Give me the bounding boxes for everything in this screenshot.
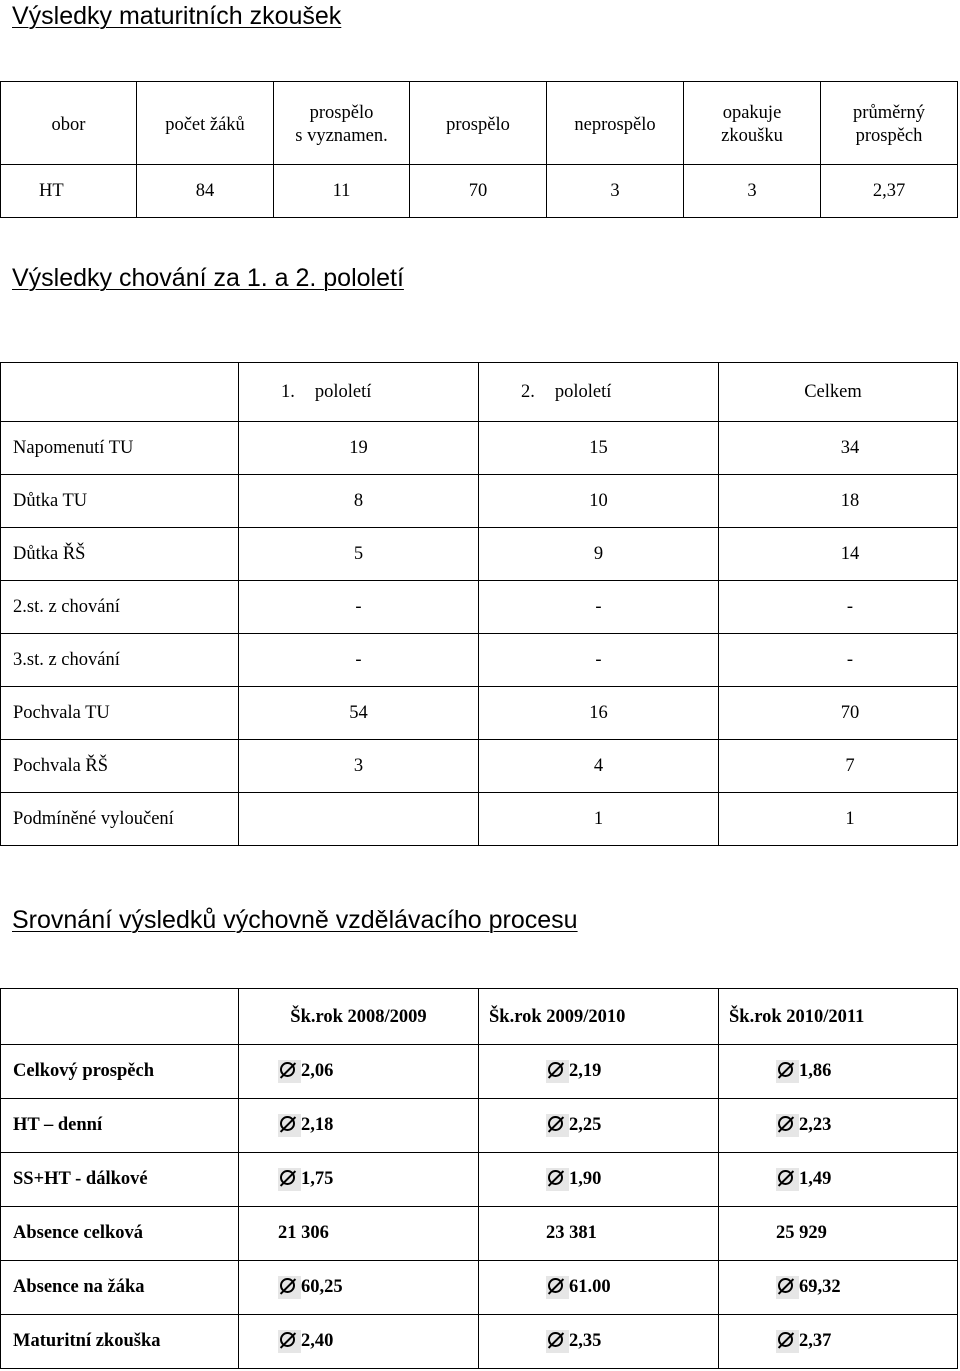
behavior-header-period2-text: pololetí: [554, 381, 612, 402]
behavior-header-period2: [479, 363, 719, 422]
comparison-row-value: [479, 1045, 719, 1099]
exams-cell-vyznamen: 11: [274, 165, 410, 218]
diameter-symbol: [778, 1062, 793, 1077]
comparison-value-text: 60,25: [301, 1277, 343, 1297]
behavior-row-total: 7: [719, 740, 958, 793]
comparison-value-text: 1,90: [569, 1169, 602, 1189]
comparison-value-text: 61.00: [569, 1277, 611, 1297]
diameter-icon: [278, 1276, 301, 1299]
comparison-row-value: [479, 1153, 719, 1207]
behavior-header-row: [1, 363, 958, 422]
comparison-value-text: 1,49: [799, 1169, 832, 1189]
behavior-heading: Výsledky chování za 1. a 2. pololetí: [12, 264, 404, 292]
behavior-header-period1-text: pololetí: [314, 381, 372, 402]
behavior-row-v2: 9: [479, 528, 719, 581]
exams-header-prospelo: prospělo: [410, 82, 547, 165]
comparison-header-empty: [1, 989, 239, 1045]
diameter-symbol: [548, 1278, 563, 1293]
behavior-row-label: Pochvala ŘŠ: [1, 740, 239, 793]
exams-header-prumer: [821, 82, 958, 165]
exams-cell-neprospelo: 3: [547, 165, 684, 218]
diameter-symbol: [280, 1278, 295, 1293]
exams-header-vyznamen-line2: s vyznamen.: [295, 126, 388, 146]
behavior-row-label: Důtka TU: [1, 475, 239, 528]
behavior-row-label: Napomenutí TU: [1, 422, 239, 475]
exams-data-row: [1, 165, 958, 218]
exams-header-pocet: počet žáků: [137, 82, 274, 165]
comparison-header-year2: Šk.rok 2009/2010: [479, 989, 719, 1045]
exams-header-prumer-line1: průměrný: [853, 103, 925, 123]
exams-header-neprospelo: neprospělo: [547, 82, 684, 165]
exams-heading: Výsledky maturitních zkoušek: [12, 2, 342, 30]
comparison-header-row: [1, 989, 958, 1045]
behavior-row-total: 14: [719, 528, 958, 581]
diameter-symbol: [778, 1116, 793, 1131]
behavior-row-v1: -: [239, 634, 479, 687]
exams-cell-prospelo: 70: [410, 165, 547, 218]
behavior-row-v1: 8: [239, 475, 479, 528]
diameter-symbol: [778, 1278, 793, 1293]
diameter-symbol: [280, 1116, 295, 1131]
comparison-row-label: Celkový prospěch: [1, 1045, 239, 1099]
exams-header-opakuje-line1: opakuje: [722, 103, 782, 123]
behavior-row-label: Pochvala TU: [1, 687, 239, 740]
comparison-value-text: 69,32: [799, 1277, 841, 1297]
behavior-row-v1: 54: [239, 687, 479, 740]
behavior-row-v2: -: [479, 634, 719, 687]
diameter-symbol: [548, 1062, 563, 1077]
diameter-symbol: [280, 1332, 295, 1347]
comparison-row-value: 23 381: [479, 1207, 719, 1261]
behavior-row-v2: 16: [479, 687, 719, 740]
diameter-symbol: [548, 1116, 563, 1131]
behavior-header-period2-num: 2.: [521, 381, 535, 402]
diameter-icon: [776, 1060, 799, 1083]
comparison-value-text: 2,35: [569, 1331, 602, 1351]
comparison-row-value: [239, 1153, 479, 1207]
comparison-value-text: 1,86: [799, 1061, 832, 1081]
exams-table: [0, 81, 958, 218]
behavior-row: [1, 581, 958, 634]
exams-header-opakuje-line2: zkoušku: [721, 126, 783, 146]
exams-header-vyznamen: [274, 82, 410, 165]
behavior-header-period1: [239, 363, 479, 422]
comparison-row-value: 21 306: [239, 1207, 479, 1261]
comparison-row-value: [239, 1261, 479, 1315]
behavior-row: [1, 634, 958, 687]
diameter-icon: [776, 1330, 799, 1353]
comparison-row: [1, 1153, 958, 1207]
comparison-value-text: 2,40: [301, 1331, 334, 1351]
diameter-icon: [776, 1276, 799, 1299]
comparison-row-value: [239, 1315, 479, 1369]
exams-header-row: [1, 82, 958, 165]
diameter-symbol: [280, 1062, 295, 1077]
comparison-row-label: Absence celková: [1, 1207, 239, 1261]
behavior-row-v1: 3: [239, 740, 479, 793]
behavior-row-v2: -: [479, 581, 719, 634]
behavior-row-total: -: [719, 581, 958, 634]
behavior-row: [1, 793, 958, 846]
comparison-row-value: [239, 1099, 479, 1153]
behavior-row-label: 3.st. z chování: [1, 634, 239, 687]
behavior-row-label: 2.st. z chování: [1, 581, 239, 634]
exams-cell-obor: HT: [1, 165, 137, 218]
comparison-heading: Srovnání výsledků výchovně vzdělávacího procesu: [12, 906, 578, 934]
behavior-row: [1, 528, 958, 581]
diameter-symbol: [548, 1170, 563, 1185]
comparison-body: [1, 1045, 958, 1369]
comparison-row-value: [239, 1045, 479, 1099]
comparison-row-value: [719, 1261, 958, 1315]
behavior-row-v1: -: [239, 581, 479, 634]
comparison-header-year3: Šk.rok 2010/2011: [719, 989, 958, 1045]
behavior-row-label: Důtka ŘŠ: [1, 528, 239, 581]
behavior-row-label: Podmíněné vyloučení: [1, 793, 239, 846]
diameter-icon: [546, 1114, 569, 1137]
comparison-value-text: 2,18: [301, 1115, 334, 1135]
behavior-row-v2: 10: [479, 475, 719, 528]
comparison-value-text: 2,19: [569, 1061, 602, 1081]
comparison-row-value: [719, 1099, 958, 1153]
behavior-row-total: 18: [719, 475, 958, 528]
comparison-row-value: [479, 1099, 719, 1153]
diameter-icon: [278, 1114, 301, 1137]
behavior-row-v1: 5: [239, 528, 479, 581]
behavior-row-total: -: [719, 634, 958, 687]
behavior-row-total: 70: [719, 687, 958, 740]
behavior-row-v1: [239, 793, 479, 846]
comparison-header-year1: Šk.rok 2008/2009: [239, 989, 479, 1045]
comparison-value-text: 2,06: [301, 1061, 334, 1081]
diameter-icon: [776, 1114, 799, 1137]
diameter-symbol: [778, 1170, 793, 1185]
diameter-icon: [546, 1330, 569, 1353]
comparison-table: [0, 988, 958, 1369]
comparison-row: [1, 1099, 958, 1153]
behavior-row-total: 34: [719, 422, 958, 475]
behavior-row-v2: 1: [479, 793, 719, 846]
behavior-row: [1, 422, 958, 475]
comparison-row: [1, 1261, 958, 1315]
diameter-icon: [278, 1330, 301, 1353]
comparison-value-text: 2,37: [799, 1331, 832, 1351]
behavior-table: [0, 362, 958, 846]
diameter-icon: [278, 1060, 301, 1083]
exams-cell-prumer: 2,37: [821, 165, 958, 218]
behavior-row: [1, 740, 958, 793]
exams-cell-opakuje: 3: [684, 165, 821, 218]
diameter-icon: [776, 1168, 799, 1191]
comparison-row-value: [479, 1261, 719, 1315]
comparison-row: [1, 1207, 958, 1261]
behavior-row-v2: 4: [479, 740, 719, 793]
behavior-row: [1, 475, 958, 528]
behavior-row-v2: 15: [479, 422, 719, 475]
comparison-value-text: 2,25: [569, 1115, 602, 1135]
exams-header-vyznamen-line1: prospělo: [309, 103, 374, 123]
exams-cell-pocet: 84: [137, 165, 274, 218]
exams-header-obor: obor: [1, 82, 137, 165]
comparison-value-text: 2,23: [799, 1115, 832, 1135]
comparison-row-value: 25 929: [719, 1207, 958, 1261]
comparison-row-label: Absence na žáka: [1, 1261, 239, 1315]
comparison-row-label: SS+HT - dálkové: [1, 1153, 239, 1207]
exams-header-opakuje: [684, 82, 821, 165]
comparison-row-value: [719, 1315, 958, 1369]
behavior-row-total: 1: [719, 793, 958, 846]
behavior-header-total: Celkem: [719, 363, 958, 422]
behavior-header-period1-num: 1.: [281, 381, 295, 402]
comparison-row-label: Maturitní zkouška: [1, 1315, 239, 1369]
comparison-value-text: 1,75: [301, 1169, 334, 1189]
diameter-icon: [278, 1168, 301, 1191]
behavior-header-empty: [1, 363, 239, 422]
exams-header-prumer-line2: prospěch: [855, 126, 923, 146]
diameter-icon: [546, 1168, 569, 1191]
behavior-row-v1: 19: [239, 422, 479, 475]
diameter-symbol: [778, 1332, 793, 1347]
comparison-row-label: HT – denní: [1, 1099, 239, 1153]
diameter-icon: [546, 1060, 569, 1083]
comparison-row: [1, 1315, 958, 1369]
comparison-row: [1, 1045, 958, 1099]
behavior-row: [1, 687, 958, 740]
diameter-symbol: [280, 1170, 295, 1185]
comparison-row-value: [719, 1045, 958, 1099]
comparison-row-value: [719, 1153, 958, 1207]
diameter-symbol: [548, 1332, 563, 1347]
diameter-icon: [546, 1276, 569, 1299]
comparison-row-value: [479, 1315, 719, 1369]
